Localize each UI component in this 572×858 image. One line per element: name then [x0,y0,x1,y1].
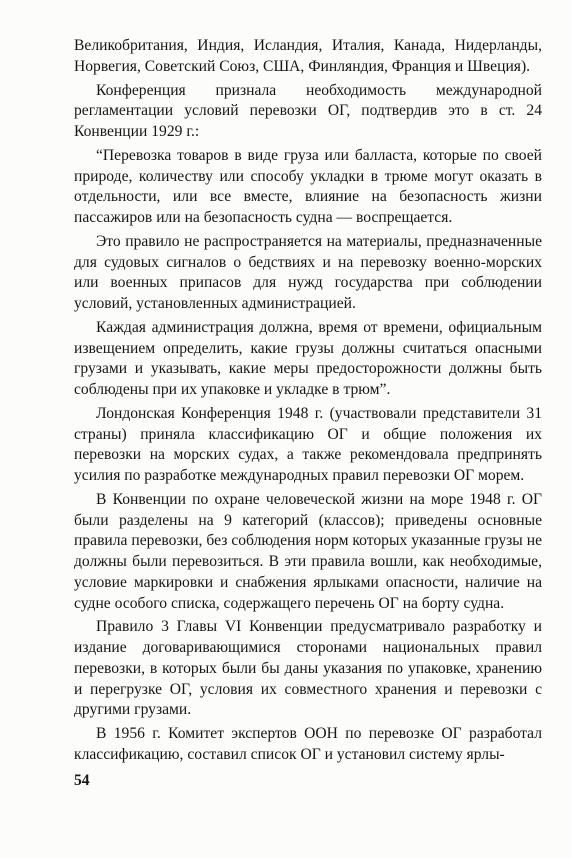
paragraph: Правило 3 Главы VI Конвенции предусматривало разработку и издание договаривающимися сторонами национальных правил перевозки, в которых были бы даны указания по упаковке, хранению и перегрузке ОГ, условия их совместного хранения и перевозки с другими грузами. [74,618,542,719]
paragraph: Конференция признала необходимость международной регламентации условий перевозки ОГ, подтвердив это в ст. 24 Конвенции 1929 г.: [74,81,542,140]
paragraph: Лондонская Конференция 1948 г. (участвовали представители 31 страны) приняла классификацию ОГ и общие положения их перевозки на морских судах, а также рекомендовала предпринять усилия по разработке международных правил перевозки ОГ морем. [74,404,542,484]
paragraph: Каждая администрация должна, время от времени, официальным извещением определить, какие грузы должны считаться опасными грузами и указывать, какие меры предосторожности должны быть соблюдены при их упаковке и укладке в трюм”. [74,318,542,398]
body-text [74,36,542,766]
paragraph: Это правило не распространяется на материалы, предназначенные для судовых сигналов о бедствиях и на перевозку военно-морских или военных припасов для нужд государства при соблюдении условий, установленных администрацией. [74,232,542,312]
paragraph: “Перевозка товаров в виде груза или балласта, которые по своей природе, количеству или способу укладки в трюме могут оказать в отдельности, или все вместе, влияние на безопасность жизни пассажиров или на безопасность судна — воспрещается. [74,146,542,226]
page-number: 54 [74,772,90,789]
paragraph: В Конвенции по охране человеческой жизни на море 1948 г. ОГ были разделены на 9 категорий (классов); приведены основные правила перевозки, без соблюдения норм которых указанные грузы не должны были перевозиться. В эти правила вошли, как необходимые, условие маркировки и снабжения ярлыками опасности, наличие на судне особого списка, содержащего перечень ОГ на борту судна. [74,490,542,612]
paragraph: Великобритания, Индия, Исландия, Италия, Канада, Нидерланды, Норвегия, Советский Союз, США, Финляндия, Франция и Швеция). [74,37,542,75]
paragraph: В 1956 г. Комитет экспертов ООН по перевозке ОГ разработал классификацию, составил список ОГ и установил систему ярлы- [74,725,542,763]
